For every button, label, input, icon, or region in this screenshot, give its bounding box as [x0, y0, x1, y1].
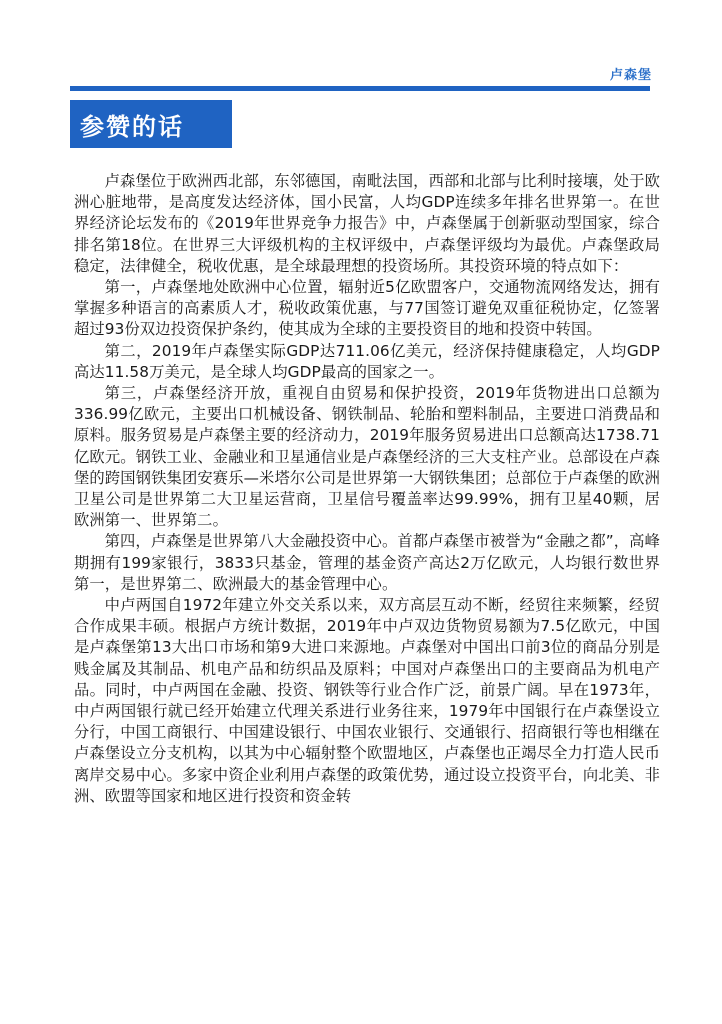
paragraph-third: 第三，卢森堡经济开放，重视自由贸易和保护投资，2019年货物进出口总额为336.99亿欧元，主要出口机械设备、钢铁制品、轮胎和塑料制品，主要进口消费品和原料。服务贸易是卢森堡主要的经济动力，2019年服务贸易进出口总额高达1738.71亿欧元。钢铁工业、金融业和卫星通信业是卢森堡经济的三大支柱产业。总部设在卢森堡的跨国钢铁集团安赛乐—米塔尔公司是世界第一大钢铁集团；总部位于卢森堡的欧洲卫星公司是世界第二大卫星运营商，卫星信号覆盖率达99.99%，拥有卫星40颗，居欧洲第一、世界第二。	[74, 384, 660, 530]
paragraph-fourth: 第四，卢森堡是世界第八大金融投资中心。首都卢森堡市被誉为“金融之都”，高峰期拥有199家银行，3833只基金，管理的基金资产高达2万亿欧元，人均银行数世界第一，是世界第二、欧洲最大的基金管理中心。	[74, 532, 660, 593]
section-title-block	[70, 100, 232, 148]
section-title: 参赞的话	[80, 112, 184, 141]
paragraph-second: 第二，2019年卢森堡实际GDP达711.06亿美元，经济保持健康稳定，人均GDP高达11.58万美元，是全球人均GDP最高的国家之一。	[74, 341, 660, 381]
header-rule	[70, 86, 650, 91]
paragraph-first: 第一，卢森堡地处欧洲中心位置，辐射近5亿欧盟客户，交通物流网络发达，拥有掌握多种语言的高素质人才，税收政策优惠，与77国签订避免双重征税协定，亿签署超过93份双边投资保护条约，使其成为全球的主要投资目的地和投资中转国。	[74, 278, 660, 339]
paragraph-intro: 卢森堡位于欧洲西北部，东邻德国，南毗法国，西部和北部与比利时接壤，处于欧洲心脏地带，是高度发达经济体，国小民富，人均GDP连续多年排名世界第一。在世界经济论坛发布的《2019年世界竞争力报告》中，卢森堡属于创新驱动型国家，综合排名第18位。在世界三大评级机构的主权评级中，卢森堡评级均为最优。卢森堡政局稳定，法律健全，税收优惠，是全球最理想的投资场所。其投资环境的特点如下：	[74, 172, 660, 275]
paragraph-bilateral: 中卢两国自1972年建立外交关系以来，双方高层互动不断，经贸往来频繁，经贸合作成果丰硕。根据卢方统计数据，2019年中卢双边货物贸易额为7.5亿欧元，中国是卢森堡第13大出口市场和第9大进口来源地。卢森堡对中国出口前3位的商品分别是贱金属及其制品、机电产品和纺织品及原料；中国对卢森堡出口的主要商品为机电产品。同时，中卢两国在金融、投资、钢铁等行业合作广泛，前景广阔。早在1973年，中卢两国银行就已经开始建立代理关系进行业务往来，1979年中国银行在卢森堡设立分行，中国工商银行、中国建设银行、中国农业银行、交通银行、招商银行等也相继在卢森堡设立分支机构，以其为中心辐射整个欧盟地区，卢森堡也正竭尽全力打造人民币离岸交易中心。多家中资企业利用卢森堡的政策优势，通过设立投资平台，向北美、非洲、欧盟等国家和地区进行投资和资金转	[74, 596, 660, 805]
body-text	[74, 171, 660, 807]
header-country-label: 卢森堡	[609, 68, 652, 83]
